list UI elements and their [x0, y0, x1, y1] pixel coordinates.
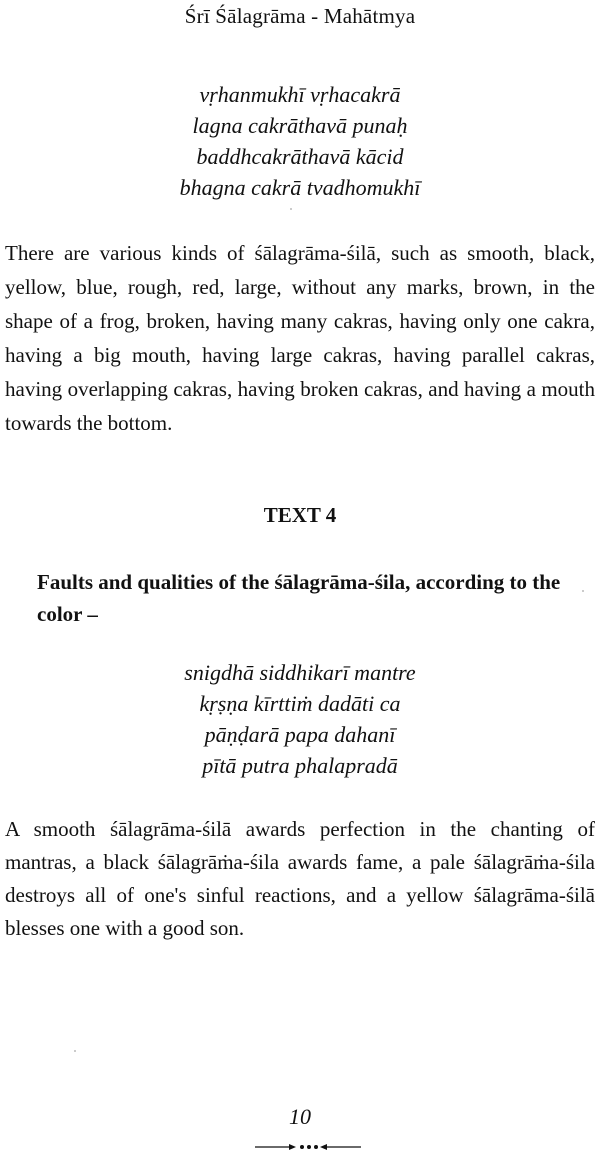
verse-line: pītā putra phalapradā	[202, 753, 398, 778]
verse-line: vṛhanmukhī vṛhacakrā	[199, 82, 401, 107]
sanskrit-verse-2	[0, 657, 600, 781]
print-speck	[74, 1050, 76, 1052]
text-number-heading: TEXT 4	[263, 503, 337, 527]
verse-line: baddhcakrāthavā kācid	[196, 144, 404, 169]
verse-line: lagna cakrāthavā punaḥ	[192, 113, 408, 138]
verse-line: kṛṣṇa kīrttiṁ dadāti ca	[199, 691, 401, 716]
verse-line: snigdhā siddhikarī mantre	[184, 660, 416, 685]
running-head: Śrī Śālagrāma - Mahātmya	[184, 4, 416, 28]
verse-line: bhagna cakrā tvadhomukhī	[179, 175, 421, 200]
page-number: 10	[289, 1104, 311, 1129]
translation-paragraph-2: A smooth śālagrāma-śilā awards perfection in the chanting of mantras, a black śālagrāṁa-śila awards fame, a pale śālagrāṁa-śila destroys all of one's sinful reactions, and a yellow śālagrāma-śilā blesses one with a good son.	[5, 817, 595, 940]
page-ornament-icon	[253, 1142, 363, 1152]
verse-line: pāṇḍarā papa dahanī	[204, 722, 396, 747]
sanskrit-verse-1	[0, 79, 600, 203]
print-speck	[582, 590, 584, 592]
translation-paragraph-1: There are various kinds of śālagrāma-śilā, such as smooth, black, yellow, blue, rough, red, large, without any marks, brown, in the shape of a frog, broken, having many cakras, having only one cakra, having a big mouth, having large cakras, having parallel cakras, having overlapping cakras, having broken cakras, and having a mouth towards the bottom.	[5, 241, 595, 435]
section-sub-heading: Faults and qualities of the śālagrāma-śila, according to the color –	[37, 570, 561, 626]
print-speck	[290, 208, 292, 210]
